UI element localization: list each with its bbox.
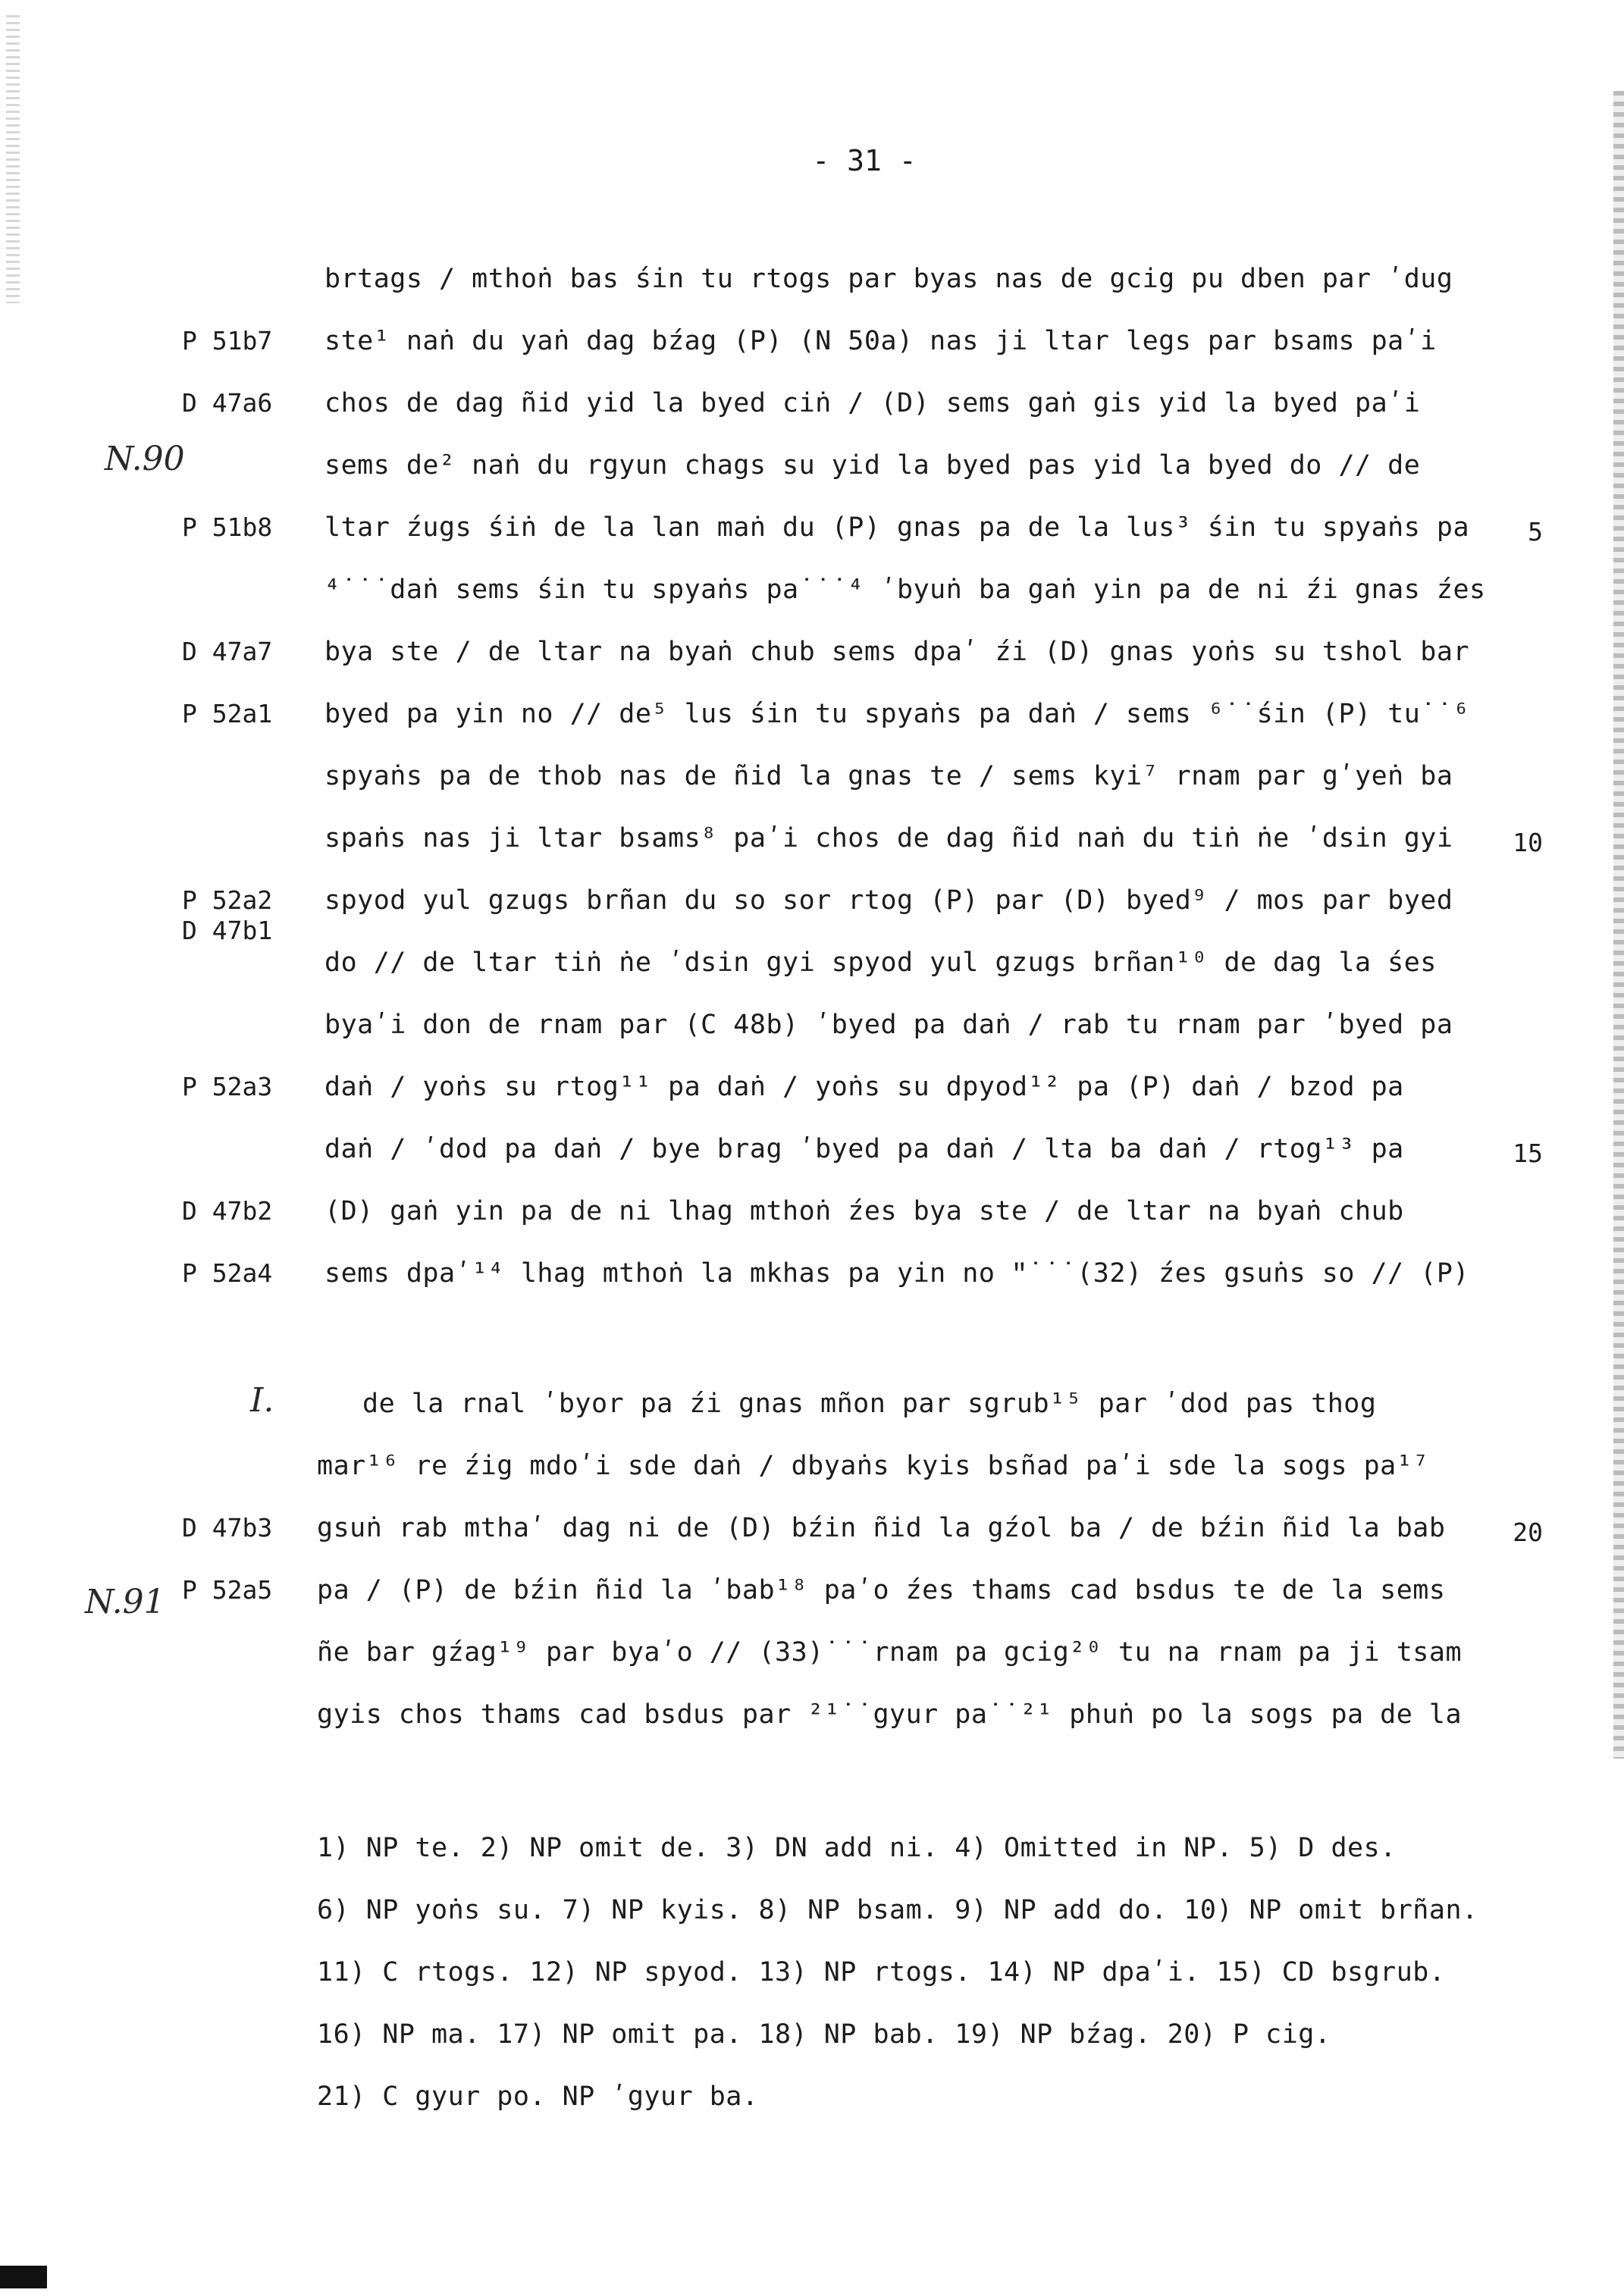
text-line-19: mar¹⁶ re źig mdoʹi sde daṅ / dbyaṅs kyis bsñad paʹi sde la sogs pa¹⁷: [317, 1451, 1429, 1481]
text-line-22: ñe bar gźag¹⁹ par byaʹo // (33)˙˙˙rnam pa gcig²⁰ tu na rnam pa ji tsam: [317, 1637, 1463, 1668]
text-line-20: gsuṅ rab mthaʹ dag ni de (D) bźin ñid la gźol ba / de bźin ñid la bab: [317, 1513, 1446, 1543]
text-line-10: spaṅs nas ji ltar bsams⁸ paʹi chos de dag ñid naṅ du tiṅ ṅe ʹdsin gyi: [324, 823, 1453, 854]
text-line-16: (D) gaṅ yin pa de ni lhag mthoṅ źes bya ste / de ltar na byaṅ chub: [324, 1196, 1404, 1226]
footnote-line-1: 1) NP te. 2) NP omit de. 3) DN add ni. 4) Omitted in NP. 5) D des.: [317, 1833, 1397, 1863]
text-line-11: spyod yul gzugs brñan du so sor rtog (P) par (D) byed⁹ / mos par byed: [324, 885, 1453, 916]
text-line-3: chos de dag ñid yid la byed ciṅ / (D) sems gaṅ gis yid la byed paʹi: [324, 388, 1421, 418]
ref-line-14: P 52a3: [182, 1072, 273, 1101]
text-line-2: ste¹ naṅ du yaṅ dag bźag (P) (N 50a) nas ji ltar legs par bsams paʹi: [324, 326, 1437, 356]
text-line-6: ⁴˙˙˙daṅ sems śin tu spyaṅs pa˙˙˙⁴ ʹbyuṅ ba gaṅ yin pa de ni źi gnas źes: [324, 575, 1486, 605]
text-line-12: do // de ltar tiṅ ṅe ʹdsin gyi spyod yul gzugs brñan¹⁰ de dag la śes: [324, 948, 1437, 978]
ref-line-12: D 47b1: [182, 916, 273, 945]
ref-line-16: D 47b2: [182, 1196, 273, 1226]
text-line-7: bya ste / de ltar na byaṅ chub sems dpaʹ źi (D) gnas yoṅs su tshol bar: [324, 637, 1470, 667]
ref-line-2: P 51b7: [182, 326, 273, 356]
footnote-line-3: 11) C rtogs. 12) NP spyod. 13) NP rtogs. 14) NP dpaʹi. 15) CD bsgrub.: [317, 1957, 1446, 1987]
scan-corner-mark: [0, 2266, 47, 2288]
text-line-14: daṅ / yoṅs su rtog¹¹ pa daṅ / yoṅs su dpyod¹² pa (P) daṅ / bzod pa: [324, 1072, 1404, 1102]
ref-line-17: P 52a4: [182, 1258, 273, 1288]
ref-line-3: D 47a6: [182, 388, 273, 418]
line-number-5: 5: [1528, 517, 1543, 547]
handwritten-note-n91: N.91: [85, 1583, 165, 1621]
line-number-10: 10: [1513, 828, 1543, 857]
handwritten-note-n90: N.90: [105, 440, 185, 478]
scan-edge-right: [1613, 91, 1624, 1759]
text-line-4: sems de² naṅ du rgyun chags su yid la byed pas yid la byed do // de: [324, 450, 1421, 481]
text-line-5: ltar źugs śiṅ de la lan maṅ du (P) gnas pa de la lus³ śin tu spyaṅs pa: [324, 512, 1470, 543]
page-number: - 31 -: [812, 144, 917, 177]
text-line-15: daṅ / ʹdod pa daṅ / bye brag ʹbyed pa daṅ / lta ba daṅ / rtog¹³ pa: [324, 1134, 1404, 1164]
footnote-line-5: 21) C gyur po. NP ʹgyur ba.: [317, 2081, 759, 2112]
line-number-15: 15: [1513, 1139, 1543, 1168]
ref-line-20: D 47b3: [182, 1513, 273, 1543]
text-line-8: byed pa yin no // de⁵ lus śin tu spyaṅs pa daṅ / sems ⁶˙˙śin (P) tu˙˙⁶: [324, 699, 1470, 729]
footnote-line-4: 16) NP ma. 17) NP omit pa. 18) NP bab. 19) NP bźag. 20) P cig.: [317, 2019, 1331, 2050]
text-line-23: gyis chos thams cad bsdus par ²¹˙˙gyur pa˙˙²¹ phuṅ po la sogs pa de la: [317, 1699, 1463, 1730]
ref-line-21: P 52a5: [182, 1575, 273, 1605]
footnote-line-2: 6) NP yoṅs su. 7) NP kyis. 8) NP bsam. 9) NP add do. 10) NP omit brñan.: [317, 1895, 1478, 1925]
handwritten-note-one: I.: [250, 1381, 274, 1420]
text-line-9: spyaṅs pa de thob nas de ñid la gnas te / sems kyi⁷ rnam par gʹyeṅ ba: [324, 761, 1453, 791]
ref-line-7: D 47a7: [182, 637, 273, 666]
ref-line-5: P 51b8: [182, 512, 273, 542]
text-line-1: brtags / mthoṅ bas śin tu rtogs par byas nas de gcig pu dben par ʹdug: [324, 264, 1453, 294]
text-line-17: sems dpaʹ¹⁴ lhag mthoṅ la mkhas pa yin no ʺ˙˙˙(32) źes gsuṅs so // (P): [324, 1258, 1469, 1289]
ref-line-11: P 52a2: [182, 885, 273, 915]
text-line-18: de la rnal ʹbyor pa źi gnas mñon par sgrub¹⁵ par ʹdod pas thog: [362, 1389, 1377, 1419]
line-number-20: 20: [1513, 1518, 1543, 1547]
scan-edge-left: [6, 15, 20, 303]
text-line-13: byaʹi don de rnam par (C 48b) ʹbyed pa daṅ / rab tu rnam par ʹbyed pa: [324, 1010, 1453, 1040]
text-line-21: pa / (P) de bźin ñid la ʹbab¹⁸ paʹo źes thams cad bsdus te de la sems: [317, 1575, 1446, 1605]
ref-line-8: P 52a1: [182, 699, 273, 728]
